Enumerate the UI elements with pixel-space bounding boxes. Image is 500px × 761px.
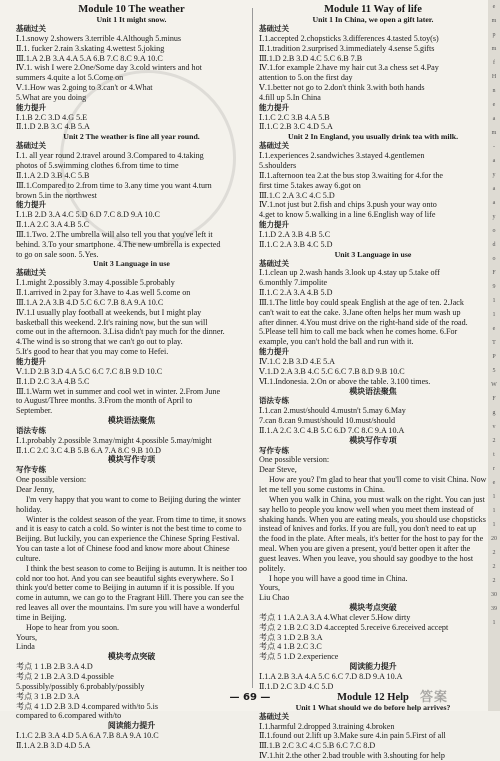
answer-line: Ⅲ.1.A 2.A 3.B 4.D 5.C 6.C 7.B 8.A 9.A 10.C: [16, 297, 164, 307]
answer-line: 考点 2 1.B 2.A 3.D 4.possible: [16, 672, 114, 681]
edge-mark: 1: [492, 508, 496, 514]
edge-mark: 20: [491, 536, 497, 542]
column-divider: [252, 8, 253, 688]
answer-line: 考点 1 1.A 2.A 3.A 4.What clever 5.How dirty: [259, 612, 411, 622]
section-label: 语法专练: [16, 425, 46, 435]
edge-mark: m: [491, 46, 497, 52]
answer-line: 考点 5 1.D 2.experience: [259, 652, 339, 662]
answer-line: Ⅱ.1.found out 2.lift up 3.Make sure 4.in pain 5.First of all: [259, 731, 446, 741]
section-label: 能力提升: [16, 200, 46, 210]
answer-line: Ⅴ.1.D 2.B 3.D 4.A 5.C 6.C 7.C 8.B 9.D 10.C: [16, 366, 163, 376]
answer-line: Ⅱ.1.A 2.C 3.A 4.B 5.C: [16, 220, 89, 230]
edge-mark: p: [492, 32, 496, 38]
answer-line: Ⅰ.1.C 2.B 3.A 4.D 5.A 6.A 7.B 8.A 9.A 10.C: [16, 731, 159, 741]
answer-line: Ⅴ.1.How was 2.going to 3.can't or 4.What: [16, 83, 153, 93]
section-label: 基础过关: [259, 141, 289, 151]
unit-heading: Unit 1 In China, we open a gift later.: [312, 15, 434, 24]
answer-line: basketball this weekend. 2.It's raining now, but the sun will: [16, 317, 208, 327]
answer-line: Ⅱ.1.tradition 2.surprised 3.immediately 4.sense 5.gifts: [259, 43, 435, 53]
edge-mark: e: [492, 4, 496, 10]
subsection-heading: 模块考点突破: [349, 603, 397, 613]
unit-heading: Unit 3 Language in use: [93, 259, 170, 269]
edge-mark: 2: [492, 564, 496, 570]
answer-line: Ⅱ.1.A 2.D 3.B 4.C 5.B: [16, 170, 90, 180]
answer-line: Ⅰ.1.B 2.C 3.D 4.G 5.E: [16, 112, 88, 122]
section-label: 能力提升: [16, 102, 46, 112]
subsection-heading: 阅读能力提升: [349, 662, 397, 672]
answer-line: Ⅰ.1.accepted 2.chopsticks 3.differences 4.tasted 5.toy(s): [259, 33, 439, 43]
edge-mark: m: [491, 130, 497, 136]
answer-line: Ⅱ.1.D 2.B 3.C 4.B 5.A: [16, 122, 90, 132]
edge-mark: 2: [492, 438, 496, 444]
answer-line: Ⅲ.1.B 2.C 3.C 4.C 5.B 6.C 7.C 8.D: [259, 741, 376, 751]
answer-line: Ⅰ.1.C 2.C 3.B 4.A 5.B: [259, 112, 330, 122]
edge-mark: 5: [492, 368, 496, 374]
answer-line: Ⅱ.1.D 2.C 3.D 4.C 5.D: [259, 681, 334, 691]
answer-line: Ⅰ.1.probably 2.possible 3.may/might 4.possible 5.may/might: [16, 435, 212, 445]
answer-line: Ⅰ.1.B 2.D 3.A 4.C 5.D 6.D 7.C 8.D 9.A 10.C: [16, 210, 160, 220]
section-label: 能力提升: [259, 102, 289, 112]
edge-mark: P: [492, 354, 496, 360]
answer-line: Ⅱ.1.A 2.B 3.D 4.D 5.A: [16, 740, 91, 750]
section-label: 写作专练: [16, 465, 46, 475]
answer-line: Ⅰ.1.can 2.must/should 4.mustn't 5.may 6.May: [259, 406, 406, 416]
answer-line: 5.Please tell him to call me back when he comes home. 6.For: [259, 327, 458, 337]
answer-line: Ⅳ.1. wish I were 2.One/Some day 3.cold winters and hot: [16, 63, 202, 73]
answer-line: 5.possibly/possibly 6.probably/possibly: [16, 681, 145, 691]
edge-mark: e: [492, 326, 496, 332]
answer-line: 考点 4 1.D 2.B 3.D 4.compared with/to 5.is: [16, 701, 159, 711]
answer-line: Dear Steve,: [259, 465, 297, 475]
edge-mark: a: [492, 200, 496, 206]
edge-mark: 1: [492, 494, 496, 500]
answer-line: Ⅱ.1.D 2.C 3.A 4.B 5.C: [16, 376, 90, 386]
module-heading: Module 12 Help: [337, 691, 409, 703]
answer-line: Ⅱ.1.C 2.B 3.C 4.D 5.A: [259, 122, 333, 132]
publisher-logo-watermark: 答案: [420, 690, 449, 705]
answer-line: 考点 3 1.B 2.D 3.A: [16, 691, 80, 701]
answer-line: Ⅰ.1.experiences 2.sandwiches 3.stayed 4.gentlemen: [259, 151, 425, 161]
answer-line: Hope to hear from you soon.: [26, 622, 120, 632]
answer-line: Ⅱ.1. fucker 2.rain 3.skating 4.wettest 5.joking: [16, 43, 165, 53]
section-label: 基础过关: [259, 258, 289, 268]
unit-heading: Unit 1 What should we do before help arrives?: [295, 702, 451, 712]
answer-line: One possible version:: [16, 475, 87, 485]
answer-line: Ⅴ.1.D 2.A 3.B 4.C 5.C 6.C 7.B 8.D 9.B 10.C: [259, 366, 405, 376]
page-number: — 69 —: [229, 692, 271, 703]
answer-line: Ⅲ.1.The little boy could speak English at the age of ten. 2.Jack: [259, 297, 464, 307]
paragraph: Winter is the coldest season of the year. From time to time, it snows and it is easy to catch a cold. So winter is not the best time to come to Beijing. But luckily, you can experience the Chinese Spring Festival. You can taste a lot of Chinese food and know more about Chinese culture.: [16, 514, 246, 563]
answer-line: compared to 6.compared with/to: [16, 711, 122, 721]
answer-line: behind. 3.To your smartphone. 4.The new umbrella is expected: [16, 239, 221, 249]
answer-line: 4.get to know 5.walking in a line 6.English way of life: [259, 210, 436, 220]
subsection-heading: 模块语法聚焦: [107, 416, 156, 426]
answer-line: Ⅰ.1. all year round 2.travel around 3.Compared to 4.taking: [16, 151, 204, 161]
answer-line: Ⅲ.1.Warm wet in summer and cool wet in winter. 2.From June: [16, 386, 221, 396]
edge-mark: W: [491, 382, 497, 388]
answer-line: attention to 5.on the first day: [259, 73, 353, 83]
edge-mark: g: [492, 410, 496, 416]
edge-mark: o: [492, 256, 496, 262]
answer-line: brown 5.in the northwest: [16, 190, 97, 200]
answer-line: Ⅰ.1.harmful 2.dropped 3.training 4.broken: [259, 721, 395, 731]
answer-line: Ⅱ.1.afternoon tea 2.at the bus stop 3.waiting for 4.for the: [259, 170, 443, 180]
answer-line: Ⅲ.1.Two. 2.The umbrella will also tell you that you've left it: [16, 229, 213, 239]
subsection-heading: 模块写作专项: [107, 455, 156, 465]
answer-line: Ⅳ.1.not just but 2.fish and chips 3.push your way onto: [259, 200, 437, 210]
subsection-heading: 阅读能力提升: [107, 721, 156, 731]
section-label: 基础过关: [259, 711, 289, 721]
answer-line: Ⅲ.1.C 2.A 3.C 4.C 5.D: [259, 190, 335, 200]
answer-line: example, you can't hold the ball and run with it.: [259, 337, 414, 347]
subsection-heading: 模块考点突破: [107, 652, 156, 662]
answer-line: 考点 1 1.B 2.B 3.A 4.D: [16, 662, 93, 672]
answer-line: Ⅲ.1.A 2.B 3.A 4.A 5.A 6.B 7.C 8.C 9.A 10.C: [16, 53, 163, 63]
edge-mark: 1: [492, 298, 496, 304]
answer-line: Ⅱ.1.arrived in 2.pay for 3.have to 4.as well 5.come on: [16, 288, 191, 298]
unit-heading: Unit 1 It might snow.: [96, 15, 167, 24]
edge-mark: 1: [492, 522, 496, 528]
edge-mark: F: [492, 270, 496, 276]
answer-line: 6.monthly 7.impolite: [259, 278, 328, 288]
answer-line: Ⅵ.1.Indonesia. 2.On or above the table. 3.100 times.: [259, 376, 431, 386]
edge-mark: 1: [492, 620, 496, 626]
edge-mark: 9: [492, 284, 496, 290]
answer-line: Ⅳ.1.I usually play football at weekends, but I might play: [16, 307, 202, 317]
answer-line: Ⅱ.1.C 2.A 3.B 4.C 5.D: [259, 239, 333, 249]
answer-line: Ⅰ.1.might 2.possibly 3.may 4.possible 5.probably: [16, 278, 175, 288]
answer-line: Ⅳ.1.C 2.B 3.D 4.E 5.A: [259, 357, 335, 366]
adjacent-page-edge: [488, 0, 500, 711]
unit-heading: Unit 3 Language in use: [334, 249, 412, 259]
answer-line: Ⅱ.1.A 2.C 3.C 4.B 5.C 6.D 7.C 8.C 9.A 10.A: [259, 425, 405, 435]
edge-mark: d: [492, 242, 496, 248]
edge-mark: a: [492, 116, 496, 122]
answer-line: Dear Jenny,: [16, 484, 55, 494]
answer-line: One possible version:: [259, 455, 330, 465]
edge-mark: H: [491, 74, 497, 80]
edge-mark: a: [492, 186, 496, 192]
paragraph: I think the best season to come to Beijing is autumn. It is neither too cold nor too hot. And you can see beautiful sights everywhere. So I think you'd better come to Beijing in autumn if it is possible. If you come in autumn, we can go to the Fragrant Hill. There you can see the red leaves all over the mountains. I'm sure you will have a wonderful time in Beijing.: [16, 563, 247, 622]
answer-line: Yours,: [16, 632, 37, 642]
answer-line: Ⅱ.1.C 2.C 3.C 4.B 5.B 6.A 7.A 8.C 9.B 10.D: [16, 445, 161, 455]
answer-line: to August/Three months. 3.From the month of April to: [16, 396, 193, 406]
answer-line: Ⅳ.1.for example 2.have my hair cut 3.a chess set 4.Pay: [259, 63, 439, 73]
answer-line: Ⅰ.1.D 2.A 3.B 4.B 5.C: [259, 229, 331, 239]
edge-mark: -: [493, 144, 495, 150]
answer-line: I hope you will have a good time in China.: [269, 573, 408, 583]
edge-mark: o: [492, 228, 496, 234]
answer-line: Ⅱ.1.C 2.A 3.A 4.B 5.D: [259, 288, 333, 298]
edge-mark: v: [492, 424, 496, 430]
section-label: 基础过关: [259, 24, 289, 33]
answer-line: Linda: [16, 642, 35, 652]
edge-mark: 2: [492, 550, 496, 556]
answer-line: Ⅰ.1.clean up 2.wash hands 3.look up 4.stay up 5.take off: [259, 268, 440, 278]
answer-line: Yours,: [259, 583, 280, 593]
answer-line: September.: [16, 406, 53, 416]
edge-mark: 2: [492, 578, 496, 584]
unit-heading: Unit 2 In England, you usually drink tea with milk.: [287, 132, 459, 142]
edge-mark: r: [493, 466, 495, 472]
answer-line: Ⅴ.1.better not go to 2.don't think 3.with both hands: [259, 83, 425, 93]
section-label: 基础过关: [16, 268, 46, 278]
edge-mark: a: [492, 158, 496, 164]
edge-mark: 1: [492, 312, 496, 318]
answer-line: 考点 4 1.B 2.C 3.C: [259, 642, 322, 652]
subsection-heading: 模块语法聚焦: [349, 386, 397, 396]
section-label: 能力提升: [259, 347, 289, 357]
answer-line: after dinner. 4.You must drive on the right-hand side of the road.: [259, 317, 468, 327]
subsection-heading: 模块写作专项: [349, 435, 397, 445]
answer-line: Ⅰ.1.A 2.B 3.A 4.A 5.C 6.C 7.D 8.D 9.A 10.A: [259, 672, 403, 681]
edge-mark: e: [492, 480, 496, 486]
answer-line: come out in the afternoon. 3.Lisa didn't pay much for the dinner.: [16, 327, 225, 337]
answer-line: first time 5.takes away 6.got on: [259, 180, 361, 190]
answer-line: 4.fill up 5.In China: [259, 92, 321, 102]
module-heading: Module 10 The weather: [78, 4, 185, 15]
paragraph: How are you? I'm glad to hear that you'll come to visit China. Now let me tell you some customs in China.: [259, 475, 487, 494]
edge-mark: f: [493, 60, 495, 66]
edge-mark: F: [492, 396, 496, 402]
section-label: 写作专练: [259, 445, 289, 455]
edge-mark: y: [492, 172, 496, 178]
edge-mark: y: [492, 214, 496, 220]
edge-mark: 30: [491, 592, 497, 598]
answer-line: Ⅳ.1.hit 2.the other 2.bad trouble with 3.shouting for help: [259, 751, 445, 761]
answer-line: summers 4.quite a lot 5.Come on: [16, 73, 124, 83]
answer-line: 5.It's good to hear that you may come to Hefei.: [16, 347, 169, 357]
edge-mark: n: [492, 88, 496, 94]
answer-line: Ⅲ.1.D 2.B 3.D 4.C 5.C 6.B 7.B: [259, 53, 363, 63]
answer-line: 5.shoulders: [259, 160, 297, 170]
answer-line: Liu Chao: [259, 593, 290, 603]
answer-line: 考点 2 1.B 2.C 3.D 4.accepted 5.receive 6.received accept: [259, 622, 449, 632]
section-label: 基础过关: [16, 24, 46, 33]
section-label: 基础过关: [16, 141, 46, 151]
answer-line: to go on sale soon. 5.Yes.: [16, 249, 99, 259]
edge-mark: 39: [491, 606, 497, 612]
section-label: 语法专练: [259, 396, 289, 406]
paragraph: I'm very happy that you want to come to Beijing during the winter holiday.: [16, 494, 241, 514]
edge-mark: e: [492, 102, 496, 108]
edge-mark: T: [492, 340, 496, 346]
answer-line: 4.The wind is so strong that we can't go out to play.: [16, 337, 183, 347]
answer-line: Ⅲ.1.Compared to 2.from time to 3.any time you want 4.turn: [16, 180, 212, 190]
edge-mark: t: [493, 452, 495, 458]
answer-line: can't wait to eat the cake. 3.Jane often helps her mum wash up: [259, 307, 461, 317]
right-column: [259, 4, 487, 761]
answer-line: 5.What are you doing: [16, 92, 87, 102]
paragraph: When you walk in China, you must walk on the right. You can just say hello to people you know well when you meet them instead of shaking hands. When you are eating meals, you should use chopsticks instead of knives and forks. If you are full, you don't need to eat up the food in the plate. After meals, it's better for the host to pay for the meal. When you are given a present, you'd better open it after the guest leaves. When you leave, you should say goodbye to the host politely.: [259, 494, 486, 573]
unit-heading: Unit 2 The weather is fine all year round.: [63, 132, 200, 142]
answer-line: 考点 3 1.D 2.B 3.A: [259, 632, 323, 642]
answer-line: 7.can 8.can 9.must/should 10.must/should: [259, 416, 396, 426]
section-label: 能力提升: [259, 220, 289, 230]
section-label: 能力提升: [16, 357, 46, 366]
left-column: [16, 4, 247, 751]
answer-line: photos of 5.swimming clothes 6.from time to time: [16, 160, 179, 170]
edge-mark: m: [491, 18, 497, 24]
answer-line: Ⅰ.1.snowy 2.showers 3.terrible 4.Although 5.minus: [16, 33, 182, 43]
module-heading: Module 11 Way of life: [324, 4, 422, 15]
